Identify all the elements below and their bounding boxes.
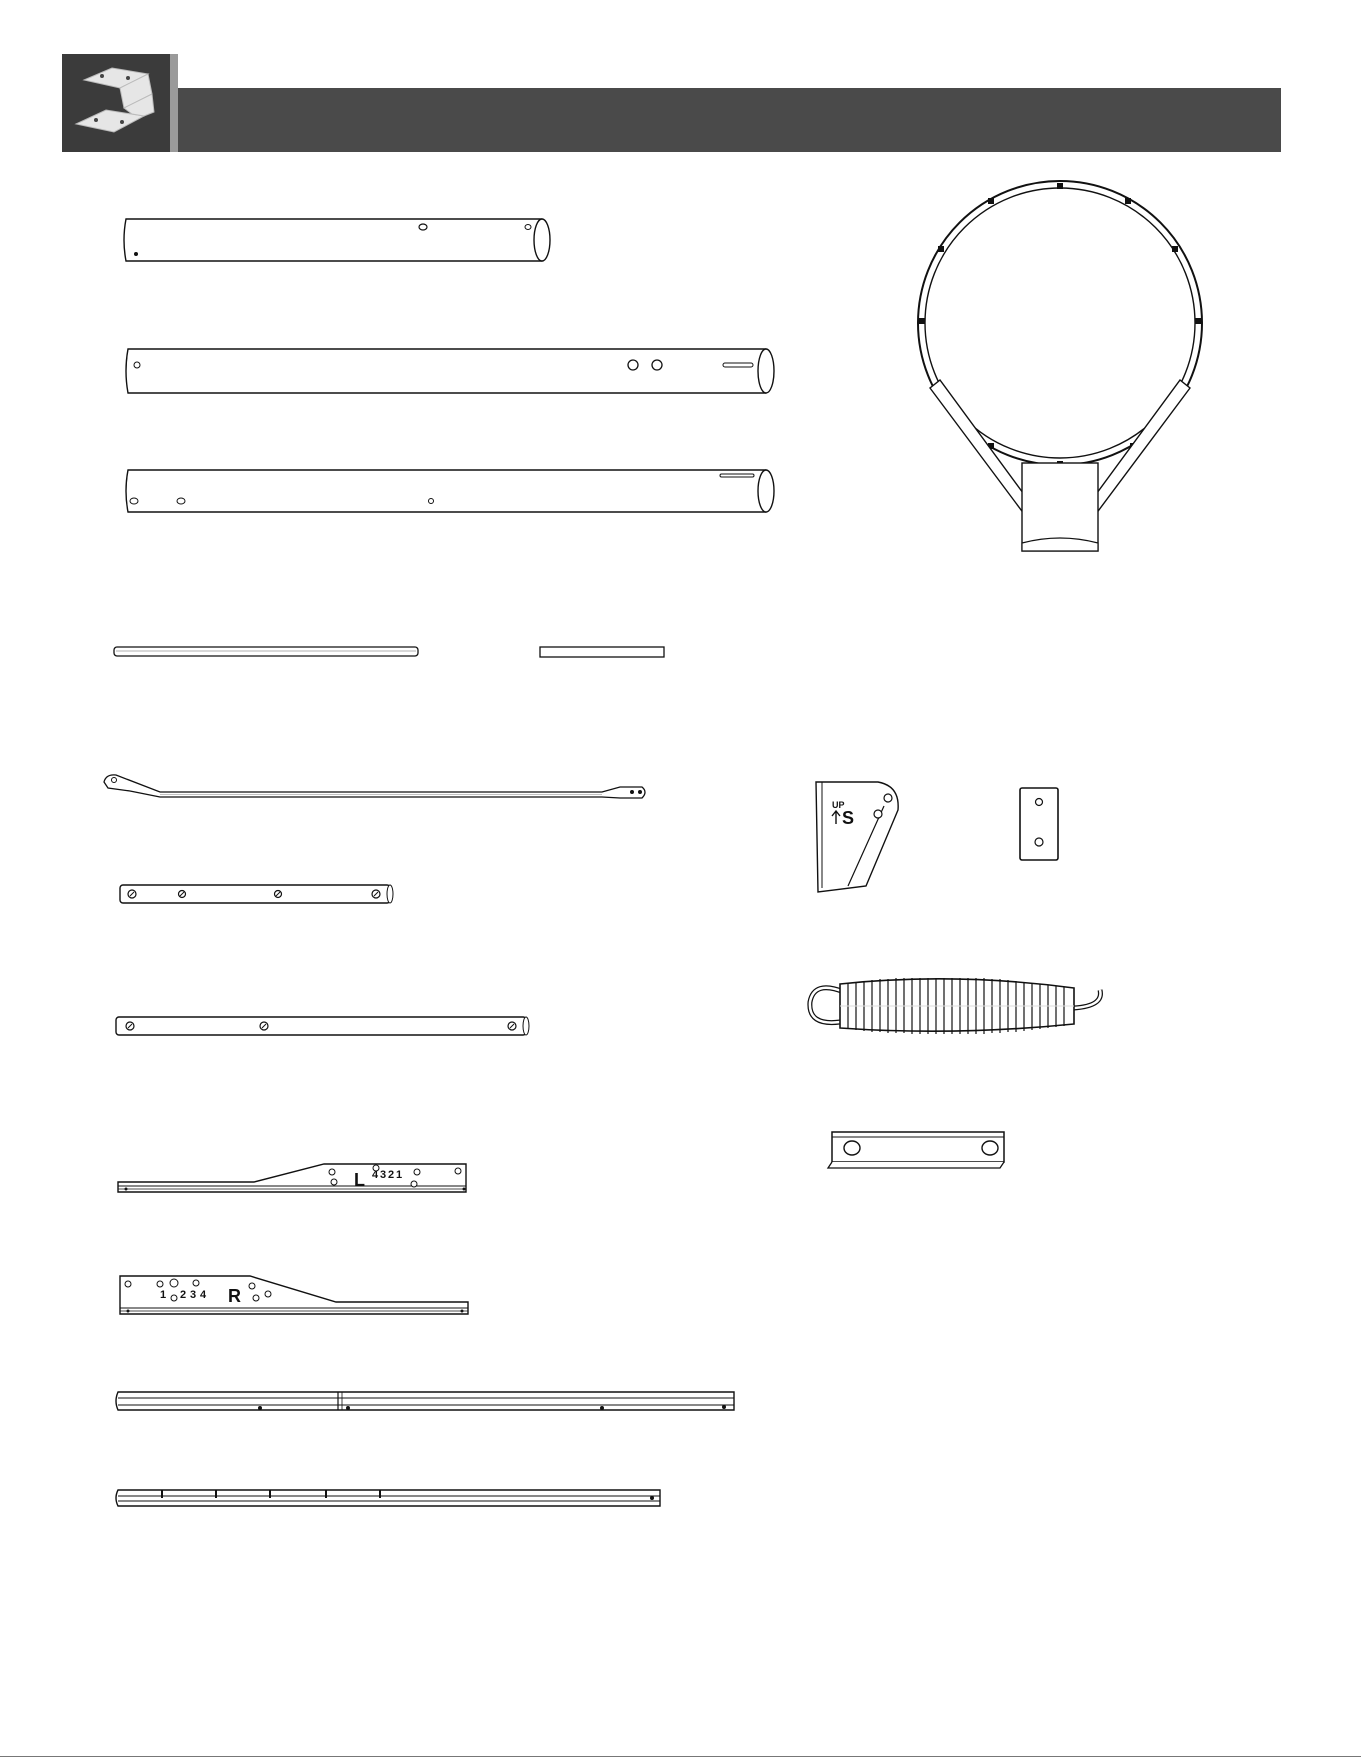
part-notched-channel [112,1486,672,1516]
right-rail-number-4: 4 [200,1289,207,1301]
part-spring [804,974,1124,1036]
header-icon-block [62,54,170,152]
part-short-tube [118,215,558,265]
header-bar [178,88,1281,152]
right-rail-letter: R [228,1286,241,1306]
part-s-bracket [808,776,908,896]
part-brace-flat-ends [100,770,660,810]
bracket-icon [62,54,170,152]
header-accent-stripe [170,54,178,152]
part-thin-rod-long [112,644,422,660]
left-rail-number-1: 1 [396,1169,403,1181]
left-rail-number-4: 4 [372,1169,379,1181]
part-medium-drilled-bar [114,1014,534,1040]
part-right-rail [116,1272,476,1322]
part-long-channel [112,1388,742,1418]
part-short-drilled-bar [118,882,398,908]
part-long-tube-top [120,345,780,397]
part-basketball-rim [910,178,1220,558]
left-rail-letter: L [354,1170,365,1190]
part-thin-rod-short [538,644,668,660]
right-rail-number-2: 2 [180,1289,187,1301]
right-rail-number-3: 3 [190,1289,197,1301]
s-bracket-up-stamp: UP [832,800,845,810]
left-rail-number-2: 2 [388,1169,395,1181]
s-bracket-letter: S [842,808,855,828]
footer-divider [0,1756,1361,1757]
right-rail-number-1: 1 [160,1289,167,1301]
part-left-rail [114,1148,474,1198]
left-rail-number-3: 3 [380,1169,387,1181]
part-channel-bracket [824,1128,1010,1176]
part-small-plate [1016,784,1062,866]
part-long-tube-bottom [120,466,780,516]
